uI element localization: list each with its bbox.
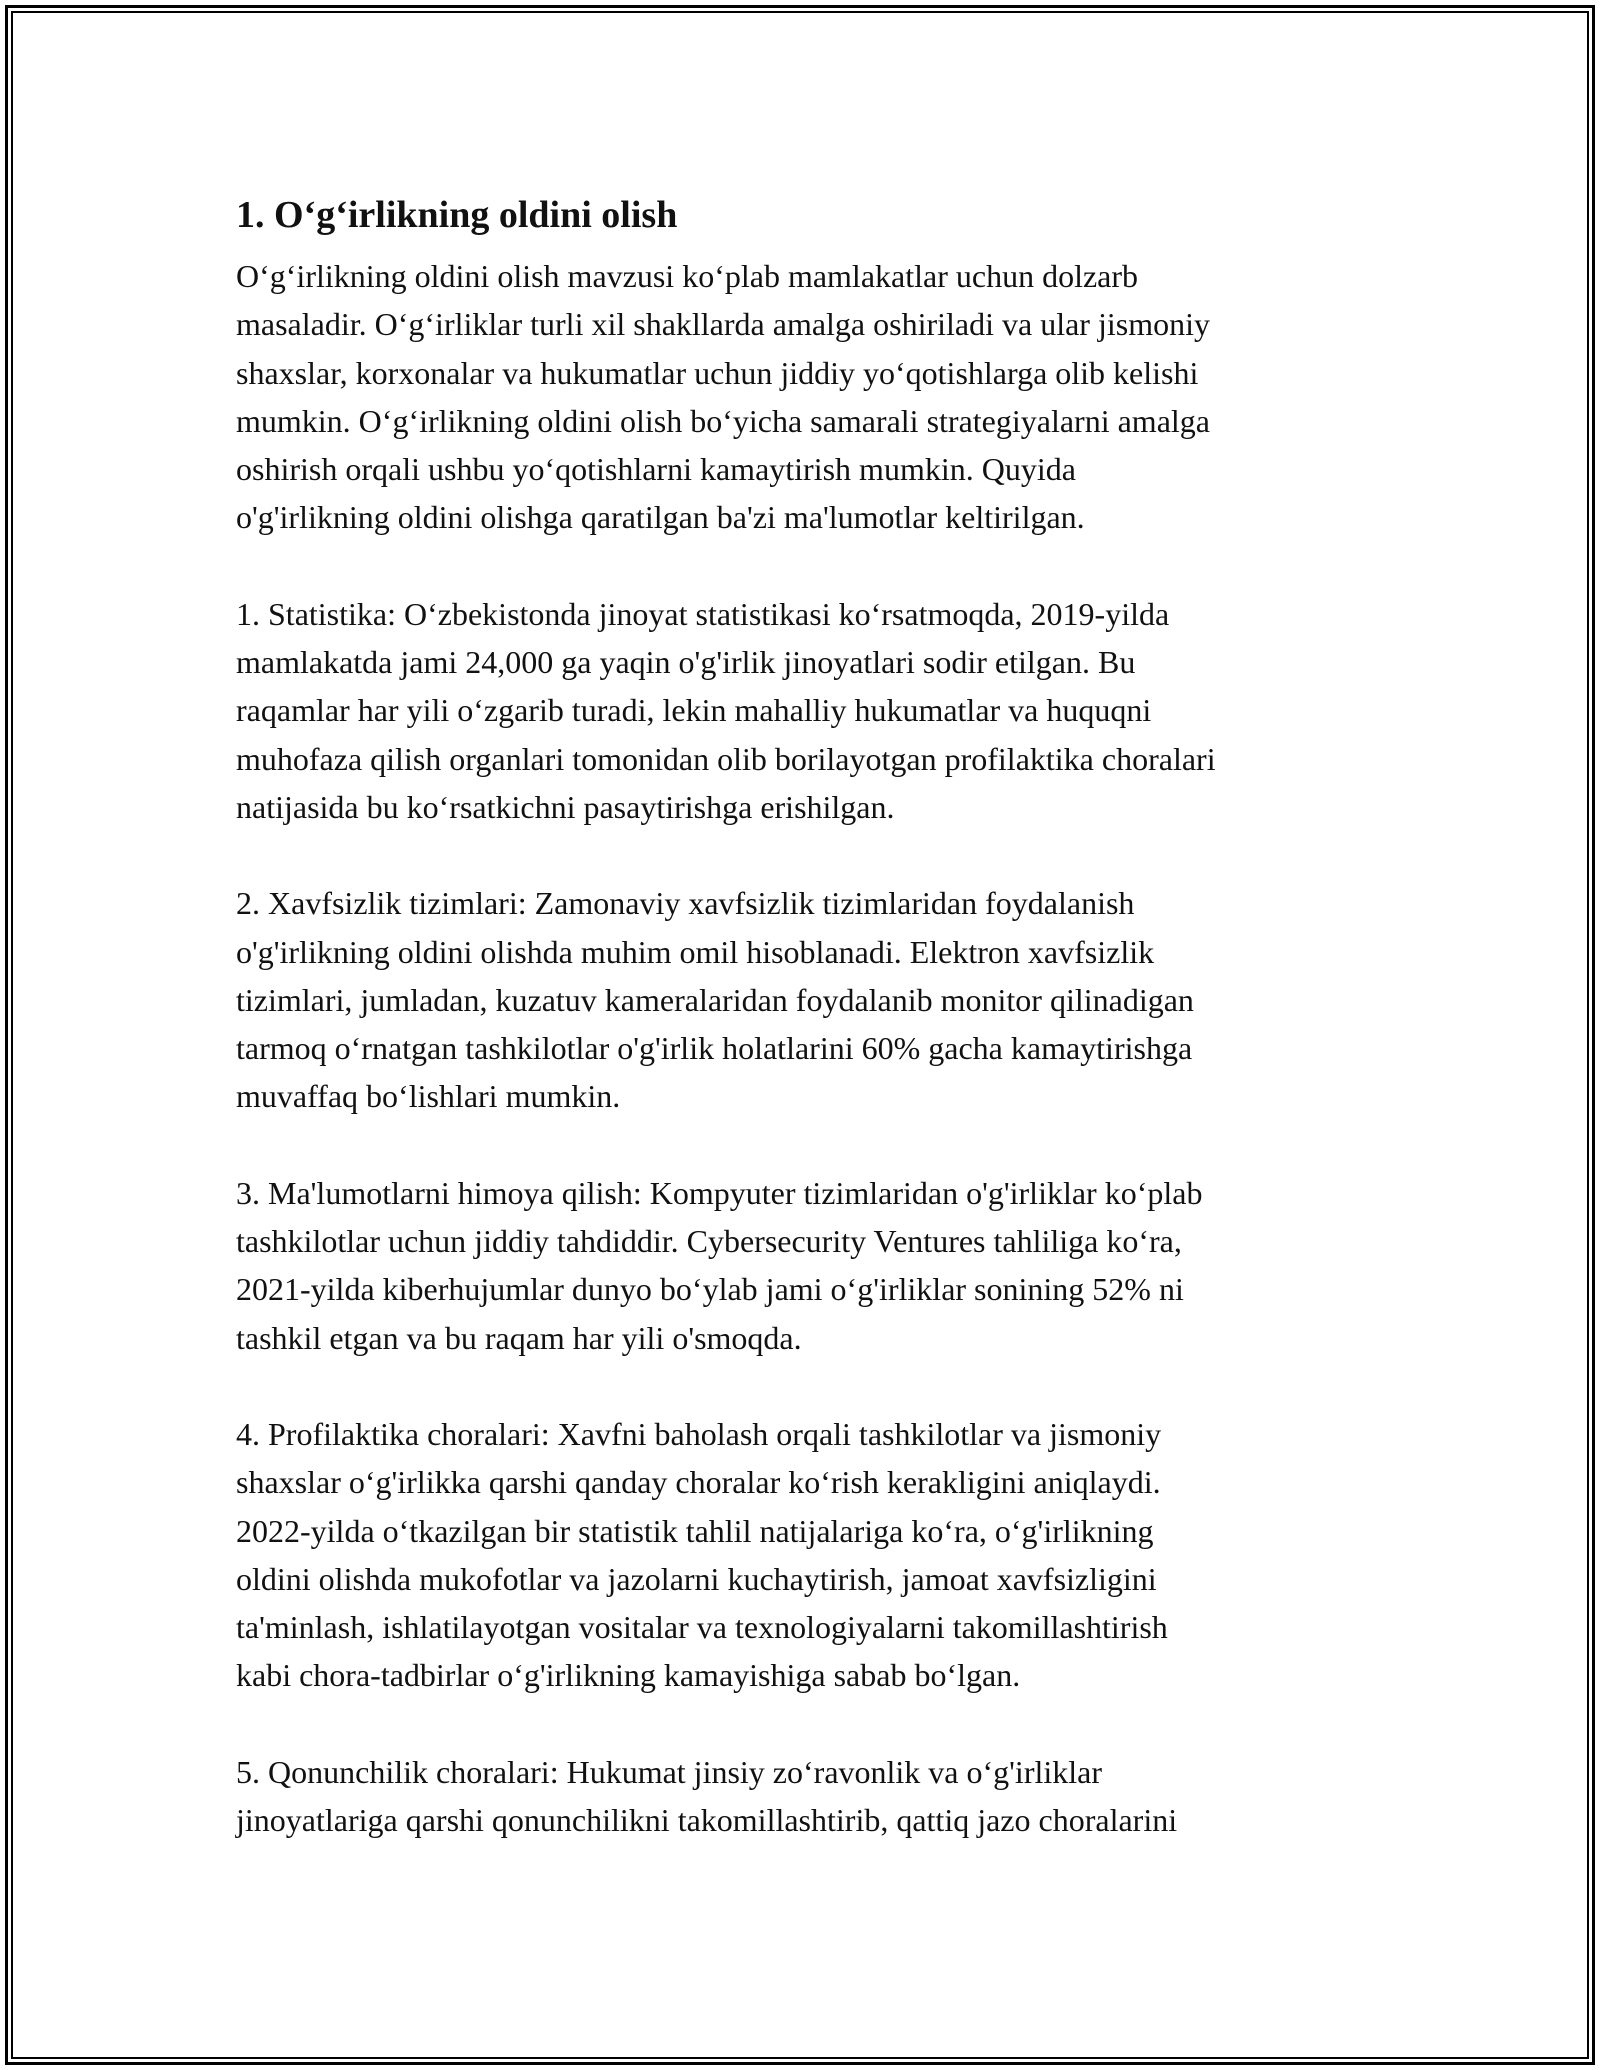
paragraph-line: raqamlar har yili o‘zgarib turadi, lekin mahalliy hukumatlar va huquqni	[236, 692, 1152, 729]
security-systems-paragraph	[236, 879, 1386, 1120]
legislation-paragraph	[236, 1748, 1386, 1845]
paragraph-line: oshirish orqali ushbu yo‘qotishlarni kamaytirish mumkin. Quyida	[236, 451, 1076, 488]
statistics-paragraph	[236, 590, 1386, 831]
paragraph-line: 1. Statistika: O‘zbekistonda jinoyat statistikasi ko‘rsatmoqda, 2019-yilda	[236, 595, 1170, 632]
paragraph-line: 5. Qonunchilik choralari: Hukumat jinsiy zo‘ravonlik va o‘g'irliklar	[236, 1753, 1102, 1790]
section-heading: 1. O‘g‘irlikning oldini olish	[236, 194, 678, 236]
paragraph-line: tashkilotlar uchun jiddiy tahdiddir. Cybersecurity Ventures tahliliga ko‘ra,	[236, 1223, 1182, 1260]
prevention-measures-paragraph	[236, 1410, 1386, 1700]
paragraph-line: 4. Profilaktika choralari: Xavfni baholash orqali tashkilotlar va jismoniy	[236, 1415, 1162, 1452]
paragraph-line: kabi chora-tadbirlar o‘g'irlikning kamayishiga sabab bo‘lgan.	[236, 1657, 1021, 1694]
document-body	[236, 188, 1386, 1892]
paragraph-line: masaladir. O‘g‘irliklar turli xil shakllarda amalga oshiriladi va ular jismoniy	[236, 306, 1210, 343]
paragraph-line: O‘g‘irlikning oldini olish mavzusi ko‘plab mamlakatlar uchun dolzarb	[236, 258, 1139, 294]
paragraph-line: natijasida bu ko‘rsatkichni pasaytirishga erishilgan.	[236, 788, 895, 825]
paragraph-line: o'g'irlikning oldini olishga qaratilgan ba'zi ma'lumotlar keltirilgan.	[236, 499, 1085, 536]
paragraph-line: 2021-yilda kiberhujumlar dunyo bo‘ylab jami o‘g'irliklar sonining 52% ni	[236, 1271, 1184, 1308]
paragraph-line: oldini olishda mukofotlar va jazolarni kuchaytirish, jamoat xavfsizligini	[236, 1560, 1157, 1597]
paragraph-line: jinoyatlariga qarshi qonunchilikni takomillashtirib, qattiq jazo choralarini	[236, 1802, 1178, 1839]
paragraph-line: 2. Xavfsizlik tizimlari: Zamonaviy xavfsizlik tizimlaridan foydalanish	[236, 885, 1135, 922]
paragraph-line: muvaffaq bo‘lishlari mumkin.	[236, 1078, 621, 1115]
paragraph-line: muhofaza qilish organlari tomonidan olib borilayotgan profilaktika choralari	[236, 740, 1216, 777]
paragraph-line: 2022-yilda o‘tkazilgan bir statistik tahlil natijalariga ko‘ra, o‘g'irlikning	[236, 1512, 1154, 1549]
paragraph-line: mumkin. O‘g‘irlikning oldini olish bo‘yicha samarali strategiyalarni amalga	[236, 402, 1210, 439]
paragraph-line: mamlakatda jami 24,000 ga yaqin o'g'irlik jinoyatlari sodir etilgan. Bu	[236, 644, 1136, 681]
paragraph-line: tizimlari, jumladan, kuzatuv kameralaridan foydalanib monitor qilinadigan	[236, 981, 1194, 1018]
paragraph-line: ta'minlash, ishlatilayotgan vositalar va texnologiyalarni takomillashtirish	[236, 1609, 1168, 1646]
paragraph-line: shaxslar o‘g'irlikka qarshi qanday choralar ko‘rish kerakligini aniqlaydi.	[236, 1464, 1161, 1501]
data-protection-paragraph	[236, 1169, 1386, 1362]
intro-paragraph	[236, 252, 1386, 542]
paragraph-line: tashkil etgan va bu raqam har yili o'smoqda.	[236, 1319, 802, 1356]
paragraph-line: 3. Ma'lumotlarni himoya qilish: Kompyuter tizimlaridan o'g'irliklar ko‘plab	[236, 1174, 1203, 1211]
paragraph-line: shaxslar, korxonalar va hukumatlar uchun jiddiy yo‘qotishlarga olib kelishi	[236, 354, 1199, 391]
paragraph-line: o'g'irlikning oldini olishda muhim omil hisoblanadi. Elektron xavfsizlik	[236, 933, 1155, 970]
paragraph-line: tarmoq o‘rnatgan tashkilotlar o'g'irlik holatlarini 60% gacha kamaytirishga	[236, 1030, 1193, 1067]
